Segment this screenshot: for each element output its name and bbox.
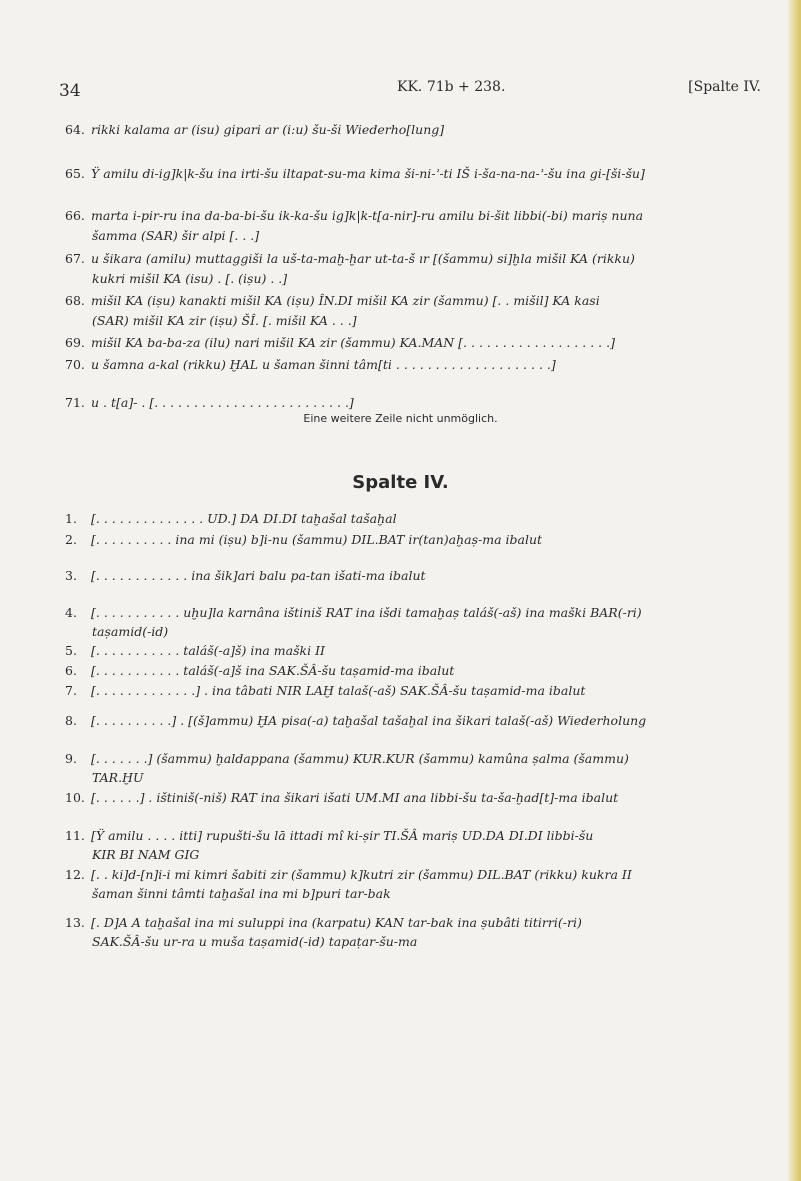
- text-line-continuation: SAK.ŠÂ-šu ur-ra u muša taṣamid(-id) tapaṭar-šu-ma: [92, 934, 418, 949]
- text-line-continuation: (SAR) mišil KA zir (iṣu) ŠÎ. [. mišil KA . . .]: [92, 313, 357, 328]
- note-text: Eine weitere Zeile nicht unmöglich.: [303, 412, 498, 425]
- text-line: 5. [. . . . . . . . . . . taláš(-a]š) ina maški II: [65, 643, 325, 658]
- text-line-continuation: šaman šinni tâmti taḫašal ina mi b]puri tar-bak: [92, 886, 391, 901]
- page-header: [59, 79, 761, 101]
- text-line: 6. [. . . . . . . . . . . taláš(-a]š ina SAK.ŠÂ-šu taṣamid-ma ibalut: [65, 663, 455, 678]
- text-line-continuation: kukri mišil KA (isu) . [. (iṣu) . .]: [92, 271, 288, 286]
- column-label: [Spalte IV.: [688, 79, 761, 95]
- page-number: 34: [59, 81, 81, 101]
- text-line: 11. [Ÿ amilu . . . . itti] rupušti-šu lā ittadi mî ki-ṣir TI.ŠÂ mariṣ UD.DA DI.DI libbi-šu: [65, 828, 594, 843]
- text-line-continuation: šamma (SAR) šir alpi [. . .]: [92, 228, 260, 243]
- text-line: 4. [. . . . . . . . . . . uḫu]la karnâna ištiniš RAT ina išdi tamaḫaṣ taláš(-aš) ina maški BAR(-ri): [65, 605, 642, 620]
- text-line: 70. u šamna a-kal (rikku) ḪAL u šaman šinni tâm[ti . . . . . . . . . . . . . . . . . . . .]: [65, 357, 556, 372]
- text-line-continuation: TAR.ḪU: [92, 770, 144, 785]
- text-line: 67. u šikara (amilu) muttaggiši la uš-ta-maḫ-ḫar ut-ta-š ır [(šammu) si]ḫla mišil KA (rikku): [65, 251, 635, 266]
- text-line: 13. [. D]A A taḫašal ina mi suluppi ina (karpatu) KAN tar-bak ina ṣubâti titirri(-ri): [65, 915, 582, 930]
- text-line: 9. [. . . . . . .] (šammu) ḫaldappana (šammu) KUR.KUR (šammu) kamûna ṣalma (šammu): [65, 751, 629, 766]
- text-line: 8. [. . . . . . . . . .] . [(š]ammu) ḪA pisa(-a) taḫašal tašaḫal ina šikari talaš(-aš) Wiederholung: [65, 713, 647, 728]
- text-line: 1. [. . . . . . . . . . . . . . UD.] DA DI.DI taḫašal tašaḫal: [65, 511, 397, 526]
- text-line: 71. u . t[a]- . [. . . . . . . . . . . . . . . . . . . . . . . . .]: [65, 395, 354, 410]
- text-line: 68. mišil KA (iṣu) kanakti mišil KA (iṣu) ÎN.DI mišil KA zir (šammu) [. . mišil] KA kasi: [65, 293, 600, 308]
- text-line: 7. [. . . . . . . . . . . . .] . ina tâbati NIR LAḪ talaš(-aš) SAK.ŠÂ-šu taṣamid-ma ibalut: [65, 683, 586, 698]
- text-line: 64. rikki kalama ar (isu) gipari ar (i:u) šu-ši Wiederho[lung]: [65, 122, 445, 137]
- text-line-continuation: taṣamid(-id): [92, 624, 169, 639]
- text-line: 3. [. . . . . . . . . . . . ina šik]ari balu pa-tan išati-ma ibalut: [65, 568, 426, 583]
- text-line-continuation: KIR BI NAM GIG: [92, 847, 200, 862]
- text-line: 2. [. . . . . . . . . . ina mi (iṣu) b]i-nu (šammu) DIL.BAT ir(tan)aḫaṣ-ma ibalut: [65, 532, 543, 547]
- section-heading: Spalte IV.: [352, 472, 449, 493]
- text-line: 10. [. . . . . .] . ištiniš(-niš) RAT ina šikari išati UM.MI ana libbi-šu ta-ša-ḫad[t]-ma ibalut: [65, 790, 619, 805]
- text-line: 69. mišil KA ba-ba-za (ilu) nari mišil KA zir (šammu) KA.MAN [. . . . . . . . . . . . . . . . . . .]: [65, 335, 615, 350]
- text-line: 12. [. . ki]d-[n]i-i mi kimri šabiti zir (šammu) k]kutri zir (šammu) DIL.BAT (rikku) kukra II: [65, 867, 632, 882]
- page-edge: [787, 0, 801, 1181]
- text-line: 66. marta i-pir-ru ina da-ba-bi-šu ik-ka-šu ig]k|k-t[a-nir]-ru amilu bi-šit libbi(-bi) mariṣ nuna: [65, 208, 644, 223]
- tablet-reference: KK. 71b + 238.: [397, 79, 506, 95]
- text-line: 65. Ÿ amilu di-ig]k|k-šu ina irti-šu iltapat-su-ma kima ši-ni-ʾ-ti IŠ i-ša-na-na-ʾ-šu ina gi-[ši-šu]: [65, 166, 645, 181]
